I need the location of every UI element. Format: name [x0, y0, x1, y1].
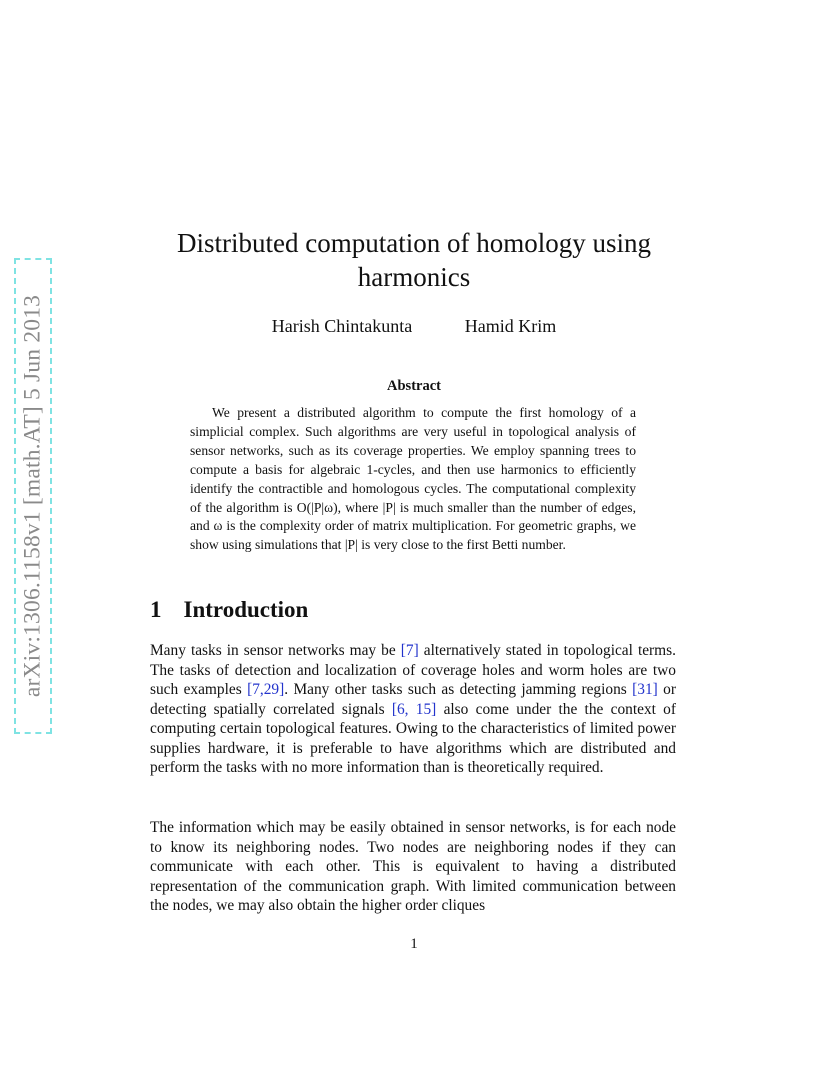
intro-paragraph-2: The information which may be easily obtained in sensor networks, is for each node to know its neighboring nodes. Two nodes are neighboring nodes if they can communicate with each other. This is equivalent to having a distributed representation of the communication graph. With limited communication between the nodes, we may also obtain the higher order cliques: [150, 819, 676, 914]
abstract-text: We present a distributed algorithm to compute the first homology of a simplicial complex. Such algorithms are very useful in topological analysis of sensor networks, such as its coverage properties. We employ spanning trees to compute a basis for algebraic 1-cycles, and then use harmonics to efficiently identify the contractible and homologous cycles. The computational complexity of the algorithm is O(|P|ω), where |P| is much smaller than the number of edges, and ω is the complexity order of matrix multiplication. For geometric graphs, we show using simulations that |P| is very close to the first Betti number.: [190, 405, 636, 553]
intro-paragraph-1: [150, 641, 676, 778]
body-text: alternatively stated in topological terms. The tasks of detection and localization of coverage holes and worm holes are two such examples: [150, 642, 676, 698]
page-number: 1: [410, 936, 418, 952]
section-heading: [150, 597, 308, 623]
author-name: Hamid Krim: [464, 316, 557, 336]
body-text: Many tasks in sensor networks may be: [150, 642, 401, 659]
author-list: [0, 316, 828, 337]
citation-link[interactable]: [7,29]: [247, 681, 285, 698]
paper-title: Distributed computation of homology using harmonics: [177, 228, 651, 292]
body-text: or detecting spatially correlated signals: [150, 681, 676, 718]
citation-link[interactable]: [6, 15]: [391, 700, 437, 718]
arxiv-identifier: arXiv:1306.1158v1 [math.AT] 5 Jun 2013: [19, 294, 46, 698]
citation-link[interactable]: [7]: [400, 642, 419, 659]
body-text: also come under the the context of computing certain topological features. Owing to the characteristics of limited power supplies hardware, it is preferable to have algorithms which are distributed and perform the tasks with no more information than is theoretically required.: [150, 700, 676, 776]
abstract-heading: Abstract: [387, 378, 441, 394]
author-name: Harish Chintakunta: [271, 316, 413, 336]
citation-link[interactable]: [31]: [632, 681, 658, 698]
body-text: . Many other tasks such as detecting jamming regions: [284, 681, 633, 698]
section-number: 1: [150, 597, 162, 622]
section-title: Introduction: [183, 597, 309, 622]
